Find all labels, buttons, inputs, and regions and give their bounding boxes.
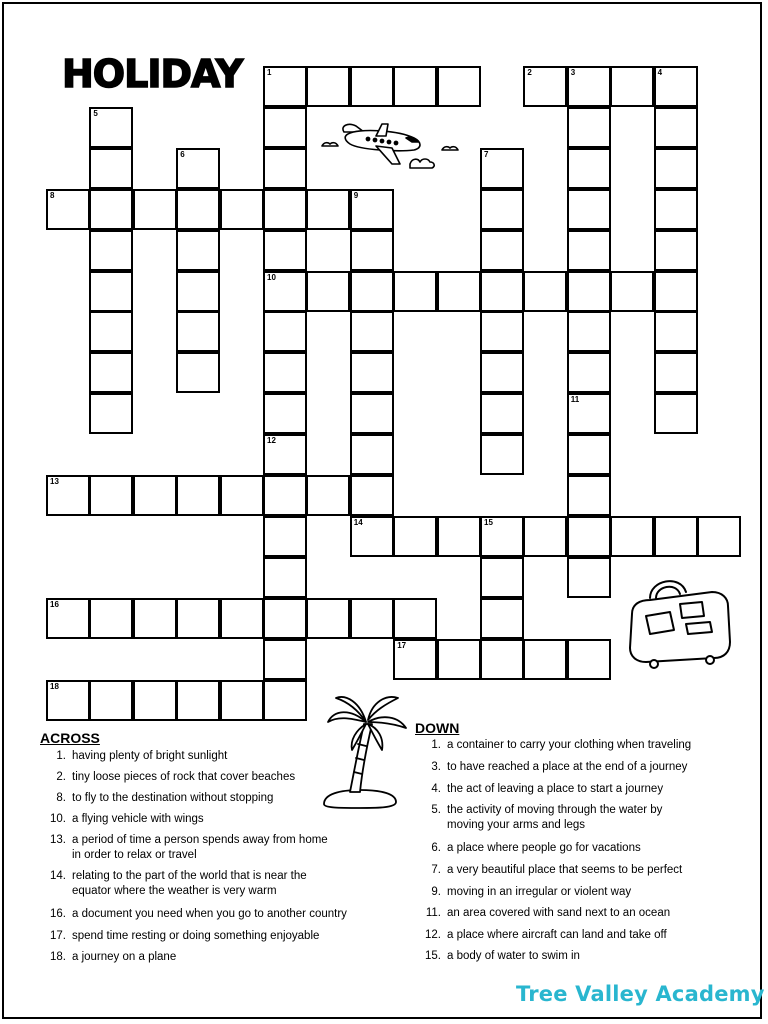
clue-text: a very beautiful place that seems to be perfect bbox=[447, 864, 683, 876]
clue-text: a period of time a person spends away from home bbox=[72, 834, 328, 846]
clue-text-continued: equator where the weather is very warm bbox=[72, 885, 277, 897]
crossword-cell[interactable] bbox=[567, 352, 611, 393]
crossword-cell[interactable] bbox=[46, 189, 90, 230]
clue-text: having plenty of bright sunlight bbox=[72, 750, 228, 762]
crossword-cell[interactable] bbox=[350, 475, 394, 516]
crossword-cell[interactable] bbox=[350, 311, 394, 352]
crossword-cell[interactable] bbox=[263, 393, 307, 434]
crossword-cell[interactable] bbox=[350, 393, 394, 434]
clue-item bbox=[415, 949, 755, 964]
clue-number: 14. bbox=[50, 870, 66, 882]
crossword-cell[interactable] bbox=[393, 639, 437, 680]
crossword-cell[interactable] bbox=[176, 230, 220, 271]
clue-text: tiny loose pieces of rock that cover beaches bbox=[72, 771, 296, 783]
crossword-cell[interactable] bbox=[89, 475, 133, 516]
crossword-cell[interactable] bbox=[567, 148, 611, 189]
clue-number: 11. bbox=[425, 907, 441, 919]
crossword-cell[interactable] bbox=[480, 516, 524, 557]
clue-number: 15. bbox=[425, 950, 441, 962]
clue-item bbox=[415, 738, 755, 753]
crossword-cell[interactable] bbox=[350, 271, 394, 312]
crossword-cell[interactable] bbox=[89, 352, 133, 393]
crossword-cell[interactable] bbox=[176, 680, 220, 721]
crossword-cell[interactable] bbox=[350, 516, 394, 557]
crossword-cell[interactable] bbox=[133, 475, 177, 516]
clue-item bbox=[40, 929, 380, 944]
clue-text-continued: moving your arms and legs bbox=[447, 819, 586, 831]
down-clue-list bbox=[415, 738, 755, 968]
crossword-cell[interactable] bbox=[89, 189, 133, 230]
cell-number: 8 bbox=[50, 190, 55, 200]
crossword-cell[interactable] bbox=[567, 230, 611, 271]
crossword-cell[interactable] bbox=[220, 475, 264, 516]
clue-number: 4. bbox=[431, 783, 441, 795]
crossword-cell[interactable] bbox=[176, 598, 220, 639]
crossword-cell[interactable] bbox=[437, 639, 481, 680]
clue-text: a body of water to swim in bbox=[447, 950, 580, 962]
crossword-cell[interactable] bbox=[437, 271, 481, 312]
crossword-cell[interactable] bbox=[654, 311, 698, 352]
clue-text: relating to the part of the world that is near the bbox=[72, 870, 307, 882]
crossword-cell[interactable] bbox=[480, 189, 524, 230]
crossword-cell[interactable] bbox=[350, 352, 394, 393]
crossword-cell[interactable] bbox=[133, 598, 177, 639]
crossword-cell[interactable] bbox=[567, 557, 611, 598]
clue-text: to have reached a place at the end of a journey bbox=[447, 761, 688, 773]
crossword-cell[interactable] bbox=[654, 516, 698, 557]
cell-number: 13 bbox=[50, 477, 59, 486]
crossword-cell[interactable] bbox=[89, 598, 133, 639]
crossword-cell[interactable] bbox=[523, 271, 567, 312]
clue-item bbox=[415, 841, 755, 856]
cell-number: 16 bbox=[50, 599, 59, 609]
crossword-cell[interactable] bbox=[480, 557, 524, 598]
cell-number: 3 bbox=[570, 68, 576, 77]
crossword-cell[interactable] bbox=[350, 66, 394, 107]
clue-number: 12. bbox=[425, 929, 441, 941]
across-clue-list bbox=[40, 749, 380, 969]
clue-number: 16. bbox=[50, 908, 66, 920]
cell-number: 1 bbox=[267, 68, 272, 77]
crossword-cell[interactable] bbox=[89, 311, 133, 352]
crossword-cell[interactable] bbox=[654, 271, 698, 312]
crossword-cell[interactable] bbox=[306, 66, 350, 107]
clue-number: 1. bbox=[431, 739, 441, 751]
crossword-cell[interactable] bbox=[263, 66, 307, 107]
clue-number: 8. bbox=[56, 792, 66, 804]
clue-text: an area covered with sand next to an ocean bbox=[447, 907, 671, 919]
clue-item bbox=[40, 812, 380, 827]
cell-number: 11 bbox=[570, 395, 580, 405]
crossword-cell[interactable] bbox=[306, 189, 350, 230]
crossword-cell[interactable] bbox=[46, 475, 90, 516]
clue-item bbox=[415, 782, 755, 797]
crossword-cell[interactable] bbox=[654, 148, 698, 189]
clue-text: the activity of moving through the water by bbox=[447, 804, 663, 816]
crossword-cell[interactable] bbox=[654, 352, 698, 393]
clue-number: 2. bbox=[56, 771, 66, 783]
crossword-cell[interactable] bbox=[263, 516, 307, 557]
crossword-cell[interactable] bbox=[350, 434, 394, 475]
clue-item bbox=[415, 863, 755, 878]
crossword-cell[interactable] bbox=[46, 680, 90, 721]
crossword-cell[interactable] bbox=[306, 271, 350, 312]
clue-number: 5. bbox=[431, 804, 441, 816]
crossword-cell[interactable] bbox=[480, 230, 524, 271]
crossword-cell[interactable] bbox=[567, 189, 611, 230]
clue-item bbox=[40, 749, 380, 764]
cell-number: 10 bbox=[267, 272, 276, 282]
crossword-cell[interactable] bbox=[567, 434, 611, 475]
clue-text: moving in an irregular or violent way bbox=[447, 886, 632, 898]
crossword-cell[interactable] bbox=[350, 189, 394, 230]
crossword-cell[interactable] bbox=[523, 639, 567, 680]
crossword-cell[interactable] bbox=[89, 107, 133, 148]
cell-number: 9 bbox=[353, 190, 359, 200]
crossword-cell[interactable] bbox=[220, 189, 264, 230]
crossword-cell[interactable] bbox=[306, 475, 350, 516]
cell-number: 4 bbox=[657, 68, 663, 77]
crossword-cell[interactable] bbox=[393, 66, 437, 107]
crossword-cell[interactable] bbox=[263, 352, 307, 393]
crossword-cell[interactable] bbox=[567, 393, 611, 434]
crossword-cell[interactable] bbox=[46, 598, 90, 639]
crossword-cell[interactable] bbox=[480, 393, 524, 434]
crossword-cell[interactable] bbox=[89, 271, 133, 312]
crossword-cell[interactable] bbox=[263, 107, 307, 148]
clue-text: a document you need when you go to another country bbox=[72, 908, 347, 920]
clue-item bbox=[415, 885, 755, 900]
crossword-cell[interactable] bbox=[523, 66, 567, 107]
cell-number: 2 bbox=[527, 68, 532, 77]
cell-number: 14 bbox=[353, 517, 363, 527]
cell-number: 7 bbox=[484, 149, 489, 159]
clue-item bbox=[40, 770, 380, 785]
cell-number: 15 bbox=[484, 517, 493, 527]
across-heading: ACROSS bbox=[40, 730, 100, 746]
crossword-cell[interactable] bbox=[654, 107, 698, 148]
crossword-cell[interactable] bbox=[263, 475, 307, 516]
crossword-cell[interactable] bbox=[89, 148, 133, 189]
airplane-icon bbox=[318, 112, 473, 178]
crossword-cell[interactable] bbox=[567, 66, 611, 107]
clue-text: to fly to the destination without stopping bbox=[72, 792, 274, 804]
crossword-cell[interactable] bbox=[133, 189, 177, 230]
brand-label: Tree Valley Academy bbox=[516, 982, 765, 1006]
crossword-cell[interactable] bbox=[697, 516, 741, 557]
crossword-cell[interactable] bbox=[263, 189, 307, 230]
crossword-cell[interactable] bbox=[567, 516, 611, 557]
crossword-cell[interactable] bbox=[263, 598, 307, 639]
clue-item bbox=[415, 760, 755, 775]
clue-text-continued: in order to relax or travel bbox=[72, 849, 197, 861]
puzzle-title: HOLIDAY bbox=[62, 52, 243, 96]
suitcase-icon bbox=[624, 572, 736, 670]
clue-text: a place where people go for vacations bbox=[447, 842, 641, 854]
crossword-cell[interactable] bbox=[263, 311, 307, 352]
cell-number: 6 bbox=[180, 149, 185, 159]
clue-item bbox=[40, 791, 380, 806]
crossword-cell[interactable] bbox=[176, 189, 220, 230]
crossword-cell[interactable] bbox=[523, 516, 567, 557]
crossword-cell[interactable] bbox=[176, 148, 220, 189]
clue-number: 17. bbox=[50, 930, 66, 942]
crossword-cell[interactable] bbox=[567, 311, 611, 352]
crossword-cell[interactable] bbox=[176, 271, 220, 312]
crossword-cell[interactable] bbox=[176, 475, 220, 516]
crossword-cell[interactable] bbox=[89, 393, 133, 434]
crossword-cell[interactable] bbox=[480, 434, 524, 475]
crossword-cell[interactable] bbox=[393, 598, 437, 639]
crossword-cell[interactable] bbox=[176, 311, 220, 352]
clue-item bbox=[40, 950, 380, 965]
clue-number: 10. bbox=[50, 813, 66, 825]
clue-text: a journey on a plane bbox=[72, 951, 177, 963]
cell-number: 18 bbox=[50, 681, 59, 691]
crossword-cell[interactable] bbox=[654, 189, 698, 230]
crossword-cell[interactable] bbox=[480, 639, 524, 680]
clue-number: 9. bbox=[431, 886, 441, 898]
clue-number: 1. bbox=[56, 750, 66, 762]
down-heading: DOWN bbox=[415, 720, 460, 736]
clue-item bbox=[415, 928, 755, 943]
crossword-cell[interactable] bbox=[567, 639, 611, 680]
crossword-cell[interactable] bbox=[480, 271, 524, 312]
crossword-cell[interactable] bbox=[480, 352, 524, 393]
clue-item bbox=[40, 907, 380, 922]
crossword-cell[interactable] bbox=[654, 66, 698, 107]
crossword-cell[interactable] bbox=[263, 680, 307, 721]
cell-number: 17 bbox=[397, 640, 407, 650]
crossword-cell[interactable] bbox=[133, 680, 177, 721]
crossword-cell[interactable] bbox=[89, 230, 133, 271]
crossword-cell[interactable] bbox=[567, 475, 611, 516]
clue-number: 7. bbox=[431, 864, 441, 876]
crossword-cell[interactable] bbox=[263, 557, 307, 598]
crossword-cell[interactable] bbox=[567, 107, 611, 148]
cell-number: 5 bbox=[93, 108, 98, 118]
crossword-cell[interactable] bbox=[654, 230, 698, 271]
crossword-cell[interactable] bbox=[480, 148, 524, 189]
clue-text: the act of leaving a place to start a journey bbox=[447, 783, 664, 795]
crossword-cell[interactable] bbox=[220, 680, 264, 721]
clue-number: 18. bbox=[50, 951, 66, 963]
crossword-cell[interactable] bbox=[220, 598, 264, 639]
crossword-cell[interactable] bbox=[567, 271, 611, 312]
crossword-cell[interactable] bbox=[437, 66, 481, 107]
crossword-cell[interactable] bbox=[263, 434, 307, 475]
crossword-cell[interactable] bbox=[89, 680, 133, 721]
clue-number: 3. bbox=[431, 761, 441, 773]
crossword-cell[interactable] bbox=[393, 516, 437, 557]
crossword-cell[interactable] bbox=[480, 598, 524, 639]
crossword-cell[interactable] bbox=[654, 393, 698, 434]
crossword-cell[interactable] bbox=[393, 271, 437, 312]
clue-text: spend time resting or doing something enjoyable bbox=[72, 930, 320, 942]
crossword-cell[interactable] bbox=[176, 352, 220, 393]
cell-number: 12 bbox=[267, 436, 276, 446]
clue-text: a container to carry your clothing when traveling bbox=[447, 739, 692, 751]
crossword-cell[interactable] bbox=[610, 516, 654, 557]
clue-item bbox=[40, 833, 380, 863]
crossword-cell[interactable] bbox=[306, 598, 350, 639]
crossword-cell[interactable] bbox=[480, 311, 524, 352]
crossword-cell[interactable] bbox=[350, 230, 394, 271]
crossword-cell[interactable] bbox=[610, 66, 654, 107]
crossword-cell[interactable] bbox=[437, 516, 481, 557]
clue-item bbox=[40, 869, 380, 899]
clue-item bbox=[415, 803, 755, 833]
crossword-cell[interactable] bbox=[263, 271, 307, 312]
clue-number: 6. bbox=[431, 842, 441, 854]
clue-text: a flying vehicle with wings bbox=[72, 813, 204, 825]
crossword-cell[interactable] bbox=[610, 271, 654, 312]
clue-text: a place where aircraft can land and take off bbox=[447, 929, 667, 941]
crossword-cell[interactable] bbox=[263, 639, 307, 680]
crossword-cell[interactable] bbox=[350, 598, 394, 639]
crossword-cell[interactable] bbox=[263, 148, 307, 189]
clue-item bbox=[415, 906, 755, 921]
clue-number: 13. bbox=[50, 834, 66, 846]
crossword-cell[interactable] bbox=[263, 230, 307, 271]
